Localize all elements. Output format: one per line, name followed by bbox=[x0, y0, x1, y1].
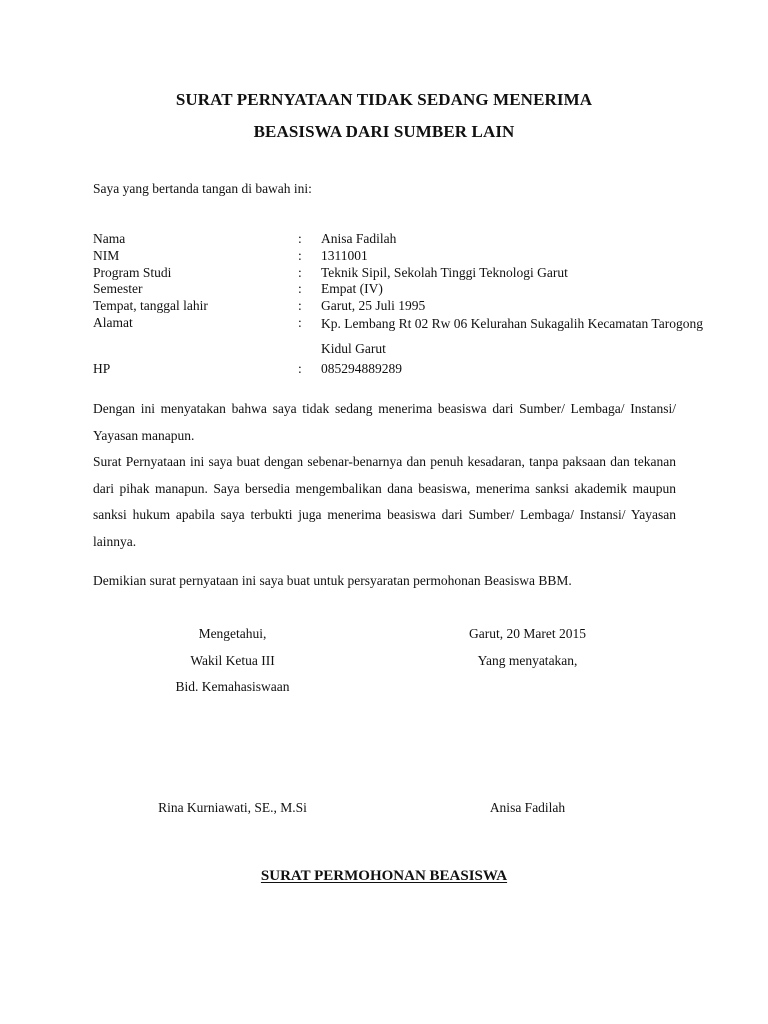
signature-left-line2: Wakil Ketua III bbox=[190, 652, 275, 668]
field-colon: : bbox=[298, 247, 302, 263]
field-label: Tempat, tanggal lahir bbox=[93, 298, 208, 314]
field-colon: : bbox=[298, 314, 302, 330]
field-colon: : bbox=[298, 298, 302, 314]
field-colon: : bbox=[298, 231, 302, 246]
field-colon: : bbox=[298, 281, 302, 297]
field-value: Anisa Fadilah bbox=[321, 231, 397, 246]
field-label: Alamat bbox=[93, 314, 133, 330]
field-row-nama bbox=[93, 231, 713, 248]
signature-left-line3: Bid. Kemahasiswaan bbox=[175, 679, 290, 694]
field-label: HP bbox=[93, 360, 111, 376]
field-row-semester bbox=[93, 281, 713, 298]
field-value: Kp. Lembang Rt 02 Rw 06 Kelurahan Sukagalih Kecamatan Tarogong Kidul Garut bbox=[321, 315, 703, 356]
document-title-line2: BEASISWA DARI SUMBER LAIN bbox=[253, 122, 515, 141]
field-colon: : bbox=[298, 360, 302, 376]
signer-name-right: Anisa Fadilah bbox=[489, 800, 566, 815]
document-title-line1: SURAT PERNYATAAN TIDAK SEDANG MENERIMA bbox=[175, 90, 593, 109]
signature-block-left bbox=[130, 621, 335, 701]
field-row-program-studi bbox=[93, 265, 713, 282]
field-colon: : bbox=[298, 264, 302, 280]
field-label: Semester bbox=[93, 281, 143, 297]
field-label: Program Studi bbox=[93, 264, 172, 280]
field-value: Teknik Sipil, Sekolah Tinggi Teknologi Garut bbox=[321, 264, 568, 280]
closing-text: Demikian surat pernyataan ini saya buat untuk persyaratan permohonan Beasiswa BBM. bbox=[93, 573, 572, 588]
next-document-title-text: SURAT PERMOHONAN BEASISWA bbox=[260, 868, 508, 884]
intro-text: Saya yang bertanda tangan di bawah ini: bbox=[93, 181, 312, 196]
field-value: Empat (IV) bbox=[321, 281, 383, 297]
identity-fields bbox=[93, 231, 713, 378]
signature-block-right bbox=[425, 621, 630, 674]
signature-right-line1: Garut, 20 Maret 2015 bbox=[469, 626, 586, 641]
field-value: 1311001 bbox=[321, 247, 368, 263]
next-document-title bbox=[0, 868, 768, 885]
field-value: Garut, 25 Juli 1995 bbox=[321, 298, 426, 314]
field-row-hp bbox=[93, 361, 713, 378]
statement-paragraph-1: Dengan ini menyatakan bahwa saya tidak sedang menerima beasiswa dari Sumber/ Lembaga/ Instansi/ Yayasan manapun. bbox=[93, 401, 676, 443]
field-row-nim bbox=[93, 248, 713, 265]
field-value: 085294889289 bbox=[321, 360, 402, 376]
signer-name-left: Rina Kurniawati, SE., M.Si bbox=[158, 800, 307, 815]
field-label: Nama bbox=[93, 231, 126, 246]
statement-body bbox=[93, 396, 676, 555]
field-label: NIM bbox=[93, 247, 120, 263]
signature-left-line1: Mengetahui, bbox=[198, 626, 267, 641]
signature-right-line2: Yang menyatakan, bbox=[477, 652, 578, 668]
field-row-alamat bbox=[93, 315, 713, 361]
statement-paragraph-2: Surat Pernyataan ini saya buat dengan sebenar-benarnya dan penuh kesadaran, tanpa paksaan dan tekanan dari pihak manapun. Saya bersedia mengembalikan dana beasiswa, menerima sanksi akademik maupun sanksi hukum apabila saya terbukti juga menerima beasiswa dari Sumber/ Lembaga/ Instansi/ Yayasan lainnya. bbox=[93, 454, 676, 549]
